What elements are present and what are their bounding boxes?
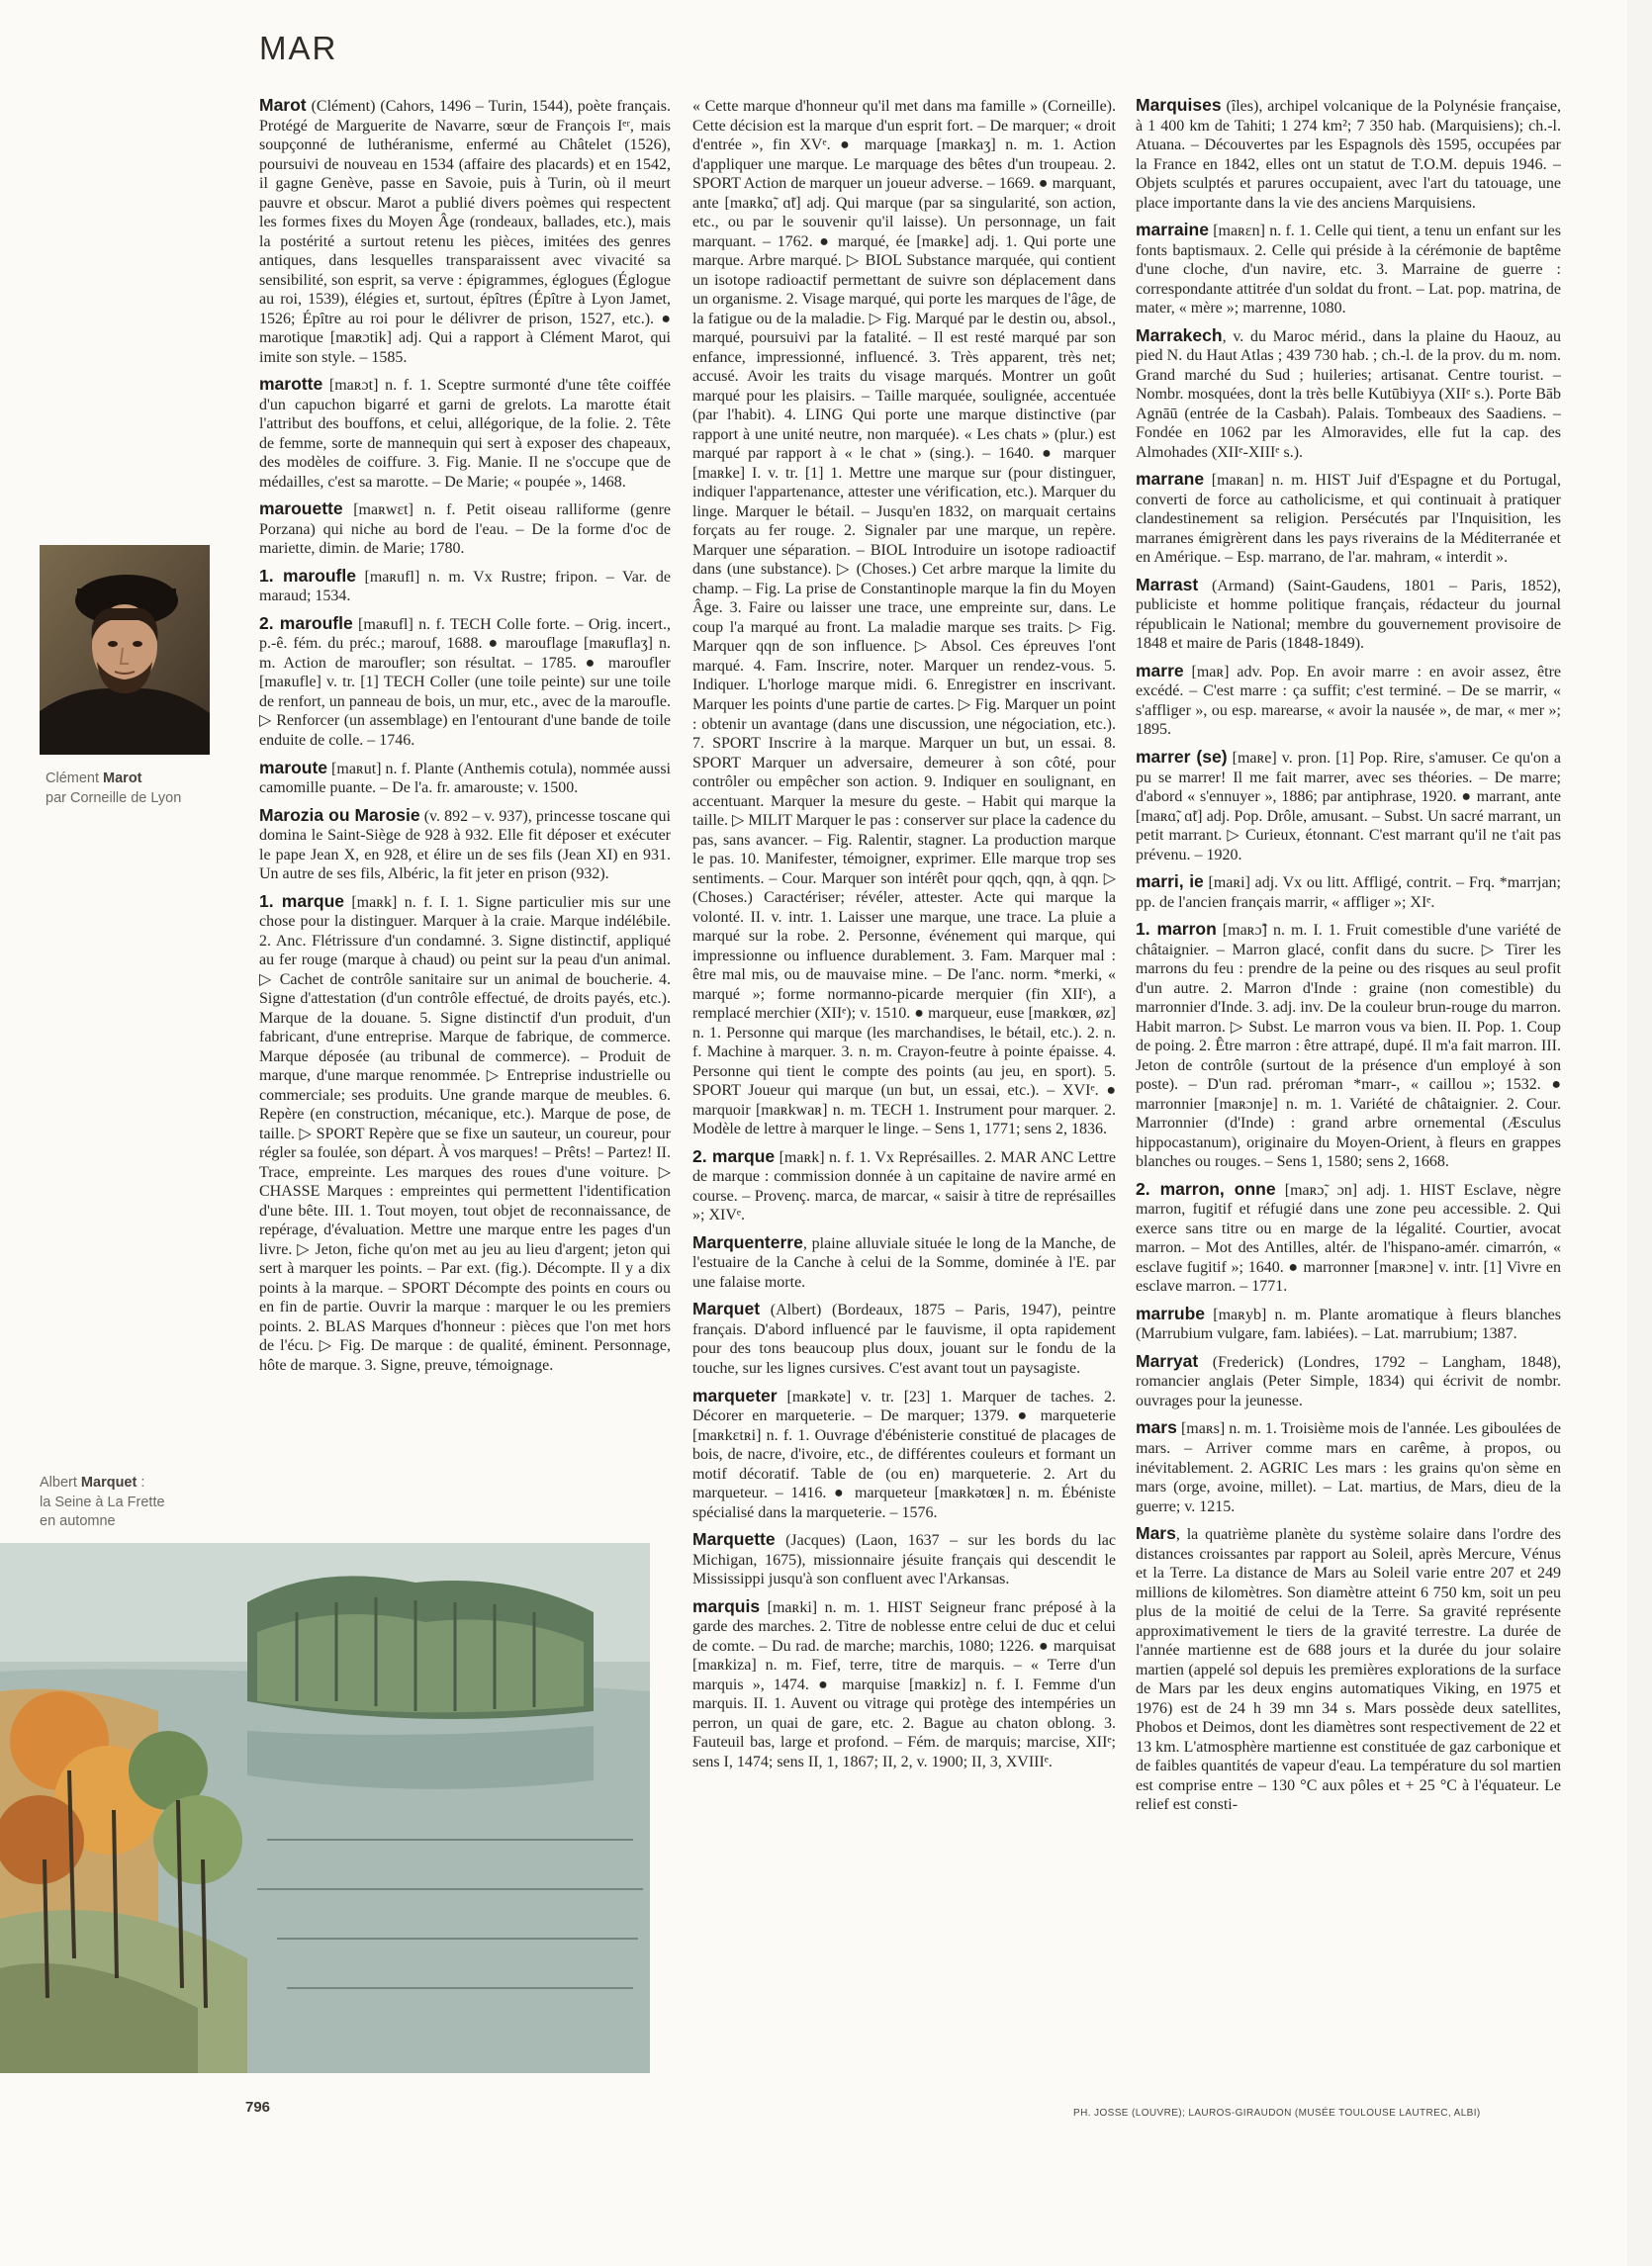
entry-text: (v. 892 – v. 937), princesse toscane qui domina le Saint-Siège de 928 à 932. Elle fit déposer et exécuter le pape Jean X, en 928, et élire un de ses fils (Jean XI) en 931. Un autre de ses fils, Albéric, la fit jeter en prison (932).: [259, 807, 671, 883]
dictionary-entry: [1136, 1304, 1561, 1344]
dictionary-entry: [692, 1386, 1116, 1523]
caption-marquet-suffix: :: [137, 1475, 145, 1491]
entry-headword: marraine: [1136, 220, 1209, 240]
entry-text: (Albert) (Bordeaux, 1875 – Paris, 1947), peintre français. D'abord influencé par le fauvisme, il opta rapidement pour des tons beaucoup plus doux, jouant sur le fondu de la touche, sur les lignes cursives. C'est avant tout un paysagiste.: [692, 1302, 1116, 1377]
caption-marot-prefix: Clément: [46, 770, 99, 786]
dictionary-entry: [259, 566, 671, 606]
entry-text: [maʀs] n. m. 1. Troisième mois de l'année. Les giboulées de mars. – Arriver comme mars en carême, à propos, ou inévitablement. 2. AGRIC Les mars : les grains qu'on sème en mars (orge, avoine, millet). – Lat. martius, de Mars, dieu de la guerre; v. 1215.: [1136, 1420, 1561, 1515]
dictionary-entry: [1136, 325, 1561, 463]
entry-text: [maʀ] adv. Pop. En avoir marre : en avoir assez, être excédé. – C'est marre : ça suffit; c'est terminé. – De se marrir, « s'affliger », ou esp. marearse, « avoir la nausée », de mar, « mer »; 1895.: [1136, 663, 1561, 739]
painting-caption: [40, 1474, 165, 1532]
entry-headword: Marquet: [692, 1299, 761, 1319]
page-number: 796: [245, 2099, 271, 2116]
entry-headword: Marrast: [1136, 574, 1199, 594]
dictionary-entry: [1136, 919, 1561, 1172]
entry-text: « Cette marque d'honneur qu'il met dans ma famille » (Corneille). Cette décision est la marque d'un esprit fort. – De marquer; « droit d'entrée », fin XVᵉ. ● marquage [maʀkaʒ] n. m. 1. Action d'appliquer une marque. Le marquage des bêtes d'un troupeau. 2. SPORT Action de marquer un joueur adverse. – 1669. ● marquant, ante [maʀkɑ̃, ɑ̃t] adj. Qui marque (par sa singularité, son action, etc., ou par le souvenir qu'il laisse). Un personnage, un fait marquant. – 1762. ● marqué, ée [maʀke] adj. 1. Qui porte une marque. Arbre marqué. ▷ BIOL Substance marquée, qui contient un isotope radioactif permettant de suivre son déplacement dans un organisme. 2. Visage marqué, qui porte les marques de l'âge, de la fatigue ou de la maladie. ▷ Fig. Marqué par le destin ou, absol., marqué, poursuivi par la fatalité. – Il est resté marqué par son enfance, impressionné, influencé. 3. Très apparent, très net; accusé. Avoir les traits du visage marqués. Montrer un goût marqué pour les plaisirs. – Taille marquée, soulignée, accentuée (par l'habit). 4. LING Qui porte une marque distinctive (par rapport à une unité neutre, non marquée). « Les chats » (plur.) est marqué par rapport à « le chat » (sing.). – 1640. ● marquer [maʀke] I. v. tr. [1] 1. Mettre une marque sur (pour distinguer, indiquer l'appartenance, attester une vérification, etc.). Marquer du linge. Marquer le bétail. – Jusqu'en 1832, on marquait certains forçats au fer rouge. 2. Signaler par une marque, un repère. Marquer une séparation. – BIOL Introduire un isotope radioactif dans (une substance). ▷ (Choses.) Cet arbre marque la limite du champ. – Fig. La prise de Constantinople marque la fin du Moyen Âge. 3. Faire ou laisser une trace, une empreinte sur, dans. Le coup l'a marqué au front. La maladie marque ses traits. ▷ Fig. Marquer qqn de son influence. ▷ Absol. Ces épreuves l'ont marqué. 4. Fam. Inscrire, noter. Marquer un rendez-vous. 5. Indiquer. L'horloge marque midi. 6. Enregistrer en inscrivant. Marquer les points d'une partie de cartes. ▷ Fig. Marquer un point : obtenir un avantage (dans une discussion, une négociation, etc.). 7. SPORT Inscrire à la marque. Marquer un but, un essai. 8. SPORT Marquer un adversaire, demeurer à son côté, pour contrôler ou empêcher son action. 9. Indiquer en soulignant, en accentuant. Marquer la mesure du geste. – Habit qui marque la taille. ▷ MILIT Marquer le pas : conserver sur place la cadence du pas, sans avancer. – Fig. Ralentir, stagner. La production marque le pas. 10. Manifester, témoigner, exprimer. Elle marque trop ses sentiments. – Cour. Marquer son intérêt pour qqch, qqn, à qqn. ▷ (Choses.) Caractériser; révéler, attester. Acte qui marque la volonté. II. v. intr. 1. Laisser une marque, une trace. La pluie a marqué sur la robe. 2. Personne, événement qui marque, qui impressionne ou influence durablement. 3. Fam. Marquer mal : être mal mis, ou de mauvaise mine. – De l'anc. norm. *merki, « marqué »; forme normanno-picarde merquier (fin XIIᵉ), a remplacé merchier (XIIᵉ); v. 1510. ● marqueur, euse [maʀkœʀ, øz] n. 1. Personne qui marque (les marchandises, le bétail, etc.). 2. n. f. Machine à marquer. 3. n. m. Crayon-feutre à pointe épaisse. 4. Personne qui tient le compte des points (au jeu, en sport). 5. SPORT Joueur qui marque (un but, un essai, etc.). – XVIᵉ. ● marquoir [maʀkwaʀ] n. m. TECH 1. Instrument pour marquer. 2. Modèle de lettre à marquer le linge. – Sens 1, 1771; sens 2, 1836.: [692, 98, 1116, 1138]
caption-marquet-line2: la Seine à La Frette: [40, 1494, 165, 1510]
dictionary-entry: [259, 758, 671, 798]
entry-headword: Marryat: [1136, 1350, 1199, 1371]
running-head: MAR: [259, 30, 338, 66]
dictionary-entry: [1136, 1179, 1561, 1297]
dictionary-entry: [1136, 871, 1561, 912]
entry-headword: marrane: [1136, 469, 1205, 490]
entry-text: [maʀki] n. m. 1. HIST Seigneur franc préposé à la garde des marches. 2. Titre de noblesse entre celui de duc et celui de comte. – Du rad. de marche; marchis, 1080; 1226. ● marquisat [maʀkiza] n. m. Fief, terre, titre de marquis. – « Terre d'un marquis », 1474. ● marquise [maʀkiz] n. f. I. Femme d'un marquis. II. 1. Auvent ou vitrage qui protège des intempéries un perron, un quai de gare, etc. 2. Bague au chaton oblong. 3. Fauteuil bas, large et profond. – Fém. de marquis; marcise, XIIᵉ; sens I, 1474; sens II, 1, 1867; II, 2, v. 1900; II, 3, XVIIIᵉ.: [692, 1598, 1116, 1770]
dictionary-entry: [259, 805, 671, 884]
dictionary-entry: [259, 374, 671, 492]
entry-headword: 1. marque: [259, 890, 345, 911]
entry-headword: 2. marron, onne: [1136, 1178, 1276, 1199]
entry-headword: Marozia ou Marosie: [259, 804, 420, 825]
dictionary-entry: [1136, 220, 1561, 318]
entry-text: (Frederick) (Londres, 1792 – Langham, 1848), romancier anglais (Peter Simple, 1834) qui écrivit de nombr. ouvrages pour la jeunesse.: [1136, 1353, 1561, 1409]
entry-headword: marouette: [259, 499, 343, 519]
dictionary-entry: [1136, 1351, 1561, 1411]
dictionary-entry: [692, 1596, 1116, 1772]
portrait-caption: [46, 770, 181, 808]
dictionary-entry: [259, 891, 671, 1376]
dictionary-entry: [1136, 95, 1561, 213]
entry-headword: mars: [1136, 1417, 1177, 1438]
entry-headword: 2. marque: [692, 1145, 776, 1166]
dictionary-entry: [1136, 1417, 1561, 1516]
entry-text: (Jacques) (Laon, 1637 – sur les bords du lac Michigan, 1675), missionnaire jésuite français qui descendit le Mississippi jusqu'à son confluent avec l'Arkansas.: [692, 1532, 1116, 1588]
dictionary-entry: [1136, 575, 1561, 654]
text-column-1: [259, 95, 671, 1885]
text-column-3: [1136, 95, 1561, 2078]
dictionary-entry: [692, 1146, 1116, 1225]
entry-headword: Marrakech: [1136, 324, 1223, 345]
dictionary-entry: [692, 95, 1116, 1139]
dictionary-entry: [692, 1232, 1116, 1293]
entry-headword: Marquises: [1136, 95, 1222, 115]
entry-text: [maʀufl] n. f. TECH Colle forte. – Orig. incert., p.-ê. fém. du préc.; marouf, 1688. ● marouflage [maʀuflaʒ] n. m. Action de maroufler; son résultat. – 1785. ● maroufler [maʀufle] v. tr. [1] TECH Coller (une toile peinte) sur une toile de renfort, un panneau de bois, un mur, etc., avec de la maroufle. ▷ Renforcer (un assemblage) en l'entourant d'une bande de toile enduite de colle. – 1746.: [259, 615, 671, 749]
entry-headword: 1. maroufle: [259, 565, 356, 586]
entry-text: [maʀɔ̃] n. m. I. 1. Fruit comestible d'une variété de châtaignier. – Marron glacé, confit dans du sucre. ▷ Tirer les marrons du feu : prendre de la peine ou des risques au seul profit d'un autre. 2. Marron d'Inde : graine (non comestible) du marronnier d'Inde. 3. adj. inv. De la couleur brun-rouge du marron. Habit marron. ▷ Subst. Le marron vous va bien. II. Pop. 1. Coup de poing. 2. Être marron : être attrapé, dupé. Il m'a fait marron. III. Jeton de contrôle (surtout de la présence d'un employé à son poste). – D'un rad. préroman *marr-, « caillou »; 1532. ● marronnier [maʀɔnje] n. m. 1. Variété de châtaignier. 2. Cour. Marronnier (d'Inde) : grand arbre ornemental (Æsculus hippocastanum), originaire du Moyen-Orient, à fleurs en grappes blanches ou rouges. – Sens 1, 1580; sens 2, 1668.: [1136, 922, 1561, 1171]
entry-text: [maʀɔ̃, ɔn] adj. 1. HIST Esclave, nègre marron, fugitif et réfugié dans une zone peu accessible. 2. Qui exerce sans titre ou en marge de la légalité. Courtier, avocat marron. – Mot des Antilles, altér. de l'hispano-amér. cimarrón, « esclave fugitif »; 1640. ● marronner [maʀɔne] v. intr. [1] Vivre en esclave marron. – 1771.: [1136, 1181, 1561, 1296]
dictionary-entry: [259, 499, 671, 559]
entry-headword: marri, ie: [1136, 871, 1204, 892]
entry-headword: 1. marron: [1136, 919, 1217, 940]
caption-marquet-prefix: Albert: [40, 1475, 77, 1491]
entry-text: [maʀkəte] v. tr. [23] 1. Marquer de taches. 2. Décorer en marqueterie. – De marquer; 1379. ● marqueterie [maʀkɛtʀi] n. f. 1. Ouvrage d'ébénisterie constitué de placages de bois, de nacre, d'ivoire, etc., de différentes couleurs et formant un motif décoratif. Table de (ou en) marqueterie. 2. Art du marqueteur. – 1416. ● marqueteur [maʀkətœʀ] n. m. Ébéniste spécialisé dans la marqueterie. – 1576.: [692, 1388, 1116, 1521]
entry-headword: Marquenterre: [692, 1231, 803, 1252]
entry-headword: marqueter: [692, 1385, 778, 1405]
text-column-2: [692, 95, 1116, 2078]
entry-text: [maʀɔt] n. f. 1. Sceptre surmonté d'une tête coiffée d'un capuchon bigarré et garni de grelots. La marotte était l'attribut des bouffons, et celui, allégorique, de la folie. 2. Tête de femme, sorte de mannequin qui sert à exposer des chapeaux, des modèles de coiffure. 3. Fig. Manie. Il ne s'occupe que de médailles, c'est sa marotte. – De Marie; « poupée », 1468.: [259, 377, 671, 491]
dictionary-entry: [692, 1529, 1116, 1589]
dictionary-entry: [1136, 747, 1561, 864]
entry-text: [maʀan] n. m. HIST Juif d'Espagne et du Portugal, converti de force au catholicisme, et qui continuait à pratiquer clandestinement sa religion. Persécutés par l'Inquisition, les marranes émigrèrent dans les pays riverains de la Méditerranée et en Amérique. – Esp. marrano, de l'ar. mahram, « interdit ».: [1136, 472, 1561, 567]
caption-marot-line2: par Corneille de Lyon: [46, 789, 182, 806]
entry-headword: marrube: [1136, 1303, 1206, 1323]
entry-text: [maʀk] n. f. I. 1. Signe particulier mis sur une chose pour la distinguer. Marquer à la craie. Marque indélébile. 2. Anc. Flétrissure d'un condamné. 3. Signe distinctif, appliqué au fer rouge (marque à chaud) ou peint sur la peau d'un animal. ▷ Cachet de contrôle sanitaire sur un animal de boucherie. 4. Signe d'attestation (d'un contrôle effectué, de droits payés, etc.). Marque de la douane. 5. Signe distinctif d'un produit, d'un fabricant, d'une entreprise. Marque de fabrique, de commerce. Marque déposée (au tribunal de commerce). – Produit de marque, d'une marque renommée. ▷ Entreprise industrielle ou commerciale; ses produits. Une grande marque de meubles. 6. Repère (en construction, mécanique, etc.). Marque de pose, de taille. ▷ SPORT Repère que se fixe un sauteur, un coureur, pour régler sa foulée, son départ. À vos marques! – Prêts! – Partez! II. Trace, empreinte. Les marques des roues d'une voiture. ▷ CHASSE Marques : empreintes qui permettent l'identification d'une bête. III. 1. Tout moyen, tout objet de reconnaissance, de repérage, d'évaluation. Mettre une marque entre les pages d'un livre. ▷ Jeton, fiche qu'on met au jeu au lieu d'argent; jeton qui sert à marquer les points. – Par ext. (fig.). Décompte. Il y a dix points à la marque. – SPORT Décompte des points en cours ou en fin de partie. Ouvrir la marque : marquer le ou les premiers points. 2. BLAS Marques d'honneur : pièces que l'on met hors de l'écu. ▷ Fig. De marque : de qualité, éminent. Personnage, hôte de marque. 3. Signe, preuve, témoignage.: [259, 893, 671, 1374]
entry-text: , la quatrième planète du système solaire dans l'ordre des distances croissantes par rapport au Soleil, après Mercure, Vénus et la Terre. La distance de Mars au Soleil varie entre 207 et 249 millions de kilomètres. Son diamètre atteint 6 750 km, soit un peu plus de la moitié de celui de la Terre. Sa gravité représente approximativement le tiers de la gravité terrestre. La durée de l'année martienne est de 688 jours et la durée du jour solaire martien (appelé sol depuis les premières explorations de la surface de Mars par les deux engins automatiques Viking, en 1975 et 1976) est de 24 h 39 mn 34 s. Mars possède deux satellites, Phobos et Deimos, dont les diamètres sont respectivement de 22 et 13 km. L'atmosphère martienne est constituée de gaz carbonique et de faibles quantités de vapeur d'eau. La température du sol martien est comprise entre – 130 °C aux pôles et + 25 °C à l'équateur. Le relief est consti-: [1136, 1526, 1561, 1814]
entry-text: [maʀwɛt] n. f. Petit oiseau ralliforme (genre Porzana) qui niche au bord de l'eau. – De la forme d'oc de mariette, dimin. de Marie; 1780.: [259, 501, 671, 558]
caption-marot-name: Marot: [103, 770, 142, 786]
entry-headword: maroute: [259, 757, 328, 777]
photo-credit: PH. JOSSE (LOUVRE); LAUROS-GIRAUDON (MUSÉE TOULOUSE LAUTREC, ALBI): [1073, 2108, 1481, 2119]
entry-headword: marrer (se): [1136, 746, 1228, 767]
entry-headword: marre: [1136, 660, 1184, 680]
dictionary-entry: [1136, 1523, 1561, 1815]
entry-text: [maʀi] adj. Vx ou litt. Affligé, contrit. – Frq. *marrjan; pp. de l'ancien français marrir, « affliger »; XIᵉ.: [1136, 874, 1561, 911]
entry-text: [maʀɛn] n. f. 1. Celle qui tient, a tenu un enfant sur les fonts baptismaux. 2. Celle qui préside à la cérémonie de baptême d'une cloche, d'un navire, etc. 3. Marraine de guerre : correspondante attitrée d'un soldat du front. – Lat. pop. matrina, de mater, « mère »; marrenne, 1080.: [1136, 223, 1561, 317]
entry-text: (Armand) (Saint-Gaudens, 1801 – Paris, 1852), publiciste et homme politique français, rédacteur du journal républicain le National; membre du gouvernement provisoire de 1848 et maire de Paris (1848-1849).: [1136, 577, 1561, 653]
caption-marquet-line3: en automne: [40, 1513, 116, 1530]
dictionary-entry: [259, 95, 671, 367]
portrait-marot-image: [40, 545, 210, 755]
entry-text: , v. du Maroc mérid., dans la plaine du Haouz, au pied N. du Haut Atlas ; 439 730 hab. ; ch.-l. de la prov. du m. nom. Grand marché du Sud ; huileries; artisanat. Centre tourist. – Nombr. mosquées, dont la très belle Kutūbiyya (XIIᵉ s.). Porte Bāb Agnāū (entrée de la Casbah). Palais. Tombeaux des Saadiens. – Fondée en 1062 par les Almoravides, elle fut la cap. des Almohades (XIIᵉ-XIIIᵉ s.).: [1136, 327, 1561, 461]
entry-text: [maʀk] n. f. 1. Vx Représailles. 2. MAR ANC Lettre de marque : commission donnée à un capitaine de navire armé en course. – Provenç. marca, de marcar, « saisir à titre de représailles »; XIVᵉ.: [692, 1148, 1116, 1224]
dictionary-entry: [1136, 469, 1561, 568]
entry-text: , plaine alluviale située le long de la Manche, de l'estuaire de la Canche à celui de la Somme, dominée à l'E. par une falaise morte.: [692, 1234, 1116, 1291]
entry-headword: Marquette: [692, 1529, 776, 1550]
entry-text: [maʀut] n. f. Plante (Anthemis cotula), nommée aussi camomille puante. – De l'a. fr. amarouste; v. 1500.: [259, 760, 671, 797]
entry-text: (îles), archipel volcanique de la Polynésie française, à 1 400 km de Tahiti; 1 274 km²; 7 350 hab. (Marquisiens); ch.-l. Atuana. – Découvertes par les Espagnols dès 1595, occupées par la France en 1842, elles ont un statut de T.O.M. depuis 1946. – Objets sculptés et parures occupaient, avec l'art du tatouage, une place importante dans la vie des anciens Marquisiens.: [1136, 98, 1561, 212]
entry-headword: marquis: [692, 1595, 761, 1616]
entry-text: [maʀe] v. pron. [1] Pop. Rire, s'amuser. Ce qu'on a pu se marrer! Il me fait marrer, avec ses théories. – De marre; d'abord « s'ennuyer », 1886; par antiphrase, 1920. ● marrant, ante [maʀɑ̃, ɑ̃t] adj. Pop. Drôle, amusant. – Subst. Un sacré marrant, un petit marrant. ▷ Curieux, étonnant. C'est marrant qu'il ne t'ait pas prévenu. – 1920.: [1136, 749, 1561, 863]
dictionary-entry: [692, 1299, 1116, 1378]
entry-text: [maʀufl] n. m. Vx Rustre; fripon. – Var. de maraud; 1534.: [259, 568, 671, 605]
entry-headword: Marot: [259, 95, 307, 115]
entry-headword: 2. maroufle: [259, 612, 353, 633]
dictionary-entry: [1136, 661, 1561, 740]
entry-headword: marotte: [259, 374, 323, 395]
entry-headword: Mars: [1136, 1523, 1176, 1544]
entry-text: [maʀyb] n. m. Plante aromatique à fleurs blanches (Marrubium vulgare, fam. labiées). – Lat. marrubium; 1387.: [1136, 1306, 1561, 1343]
dictionary-entry: [259, 613, 671, 751]
caption-marquet-name: Marquet: [80, 1475, 138, 1491]
entry-text: (Clément) (Cahors, 1496 – Turin, 1544), poète français. Protégé de Marguerite de Navarre, sœur de François Iᵉʳ, mais soupçonné de luthéranisme, enfermé au Châtelet (1526), poursuivi de nouveau en 1534 (affaire des placards) et en 1542, il gagne Genève, passe en Savoie, puis à Turin, où il meurt pauvre et obscur. Marot a publié divers poèmes qui respectent les formes fixes du Moyen Âge (rondeaux, ballades, etc.), mais la postérité a surtout retenu les pièces, imitées des genres antiques, dans lesquelles transparaissent avec vivacité sa sensibilité, son esprit, sa verve : épigrammes, églogues (Églogue au roi, 1539), élégies et, surtout, épîtres (Épître à Lyon Jamet, 1526; Épître au roi pour le délivrer de prison, 1527, etc.). ● marotique [maʀɔtik] adj. Qui a rapport à Clément Marot, qui imite son style. – 1585.: [259, 98, 671, 366]
